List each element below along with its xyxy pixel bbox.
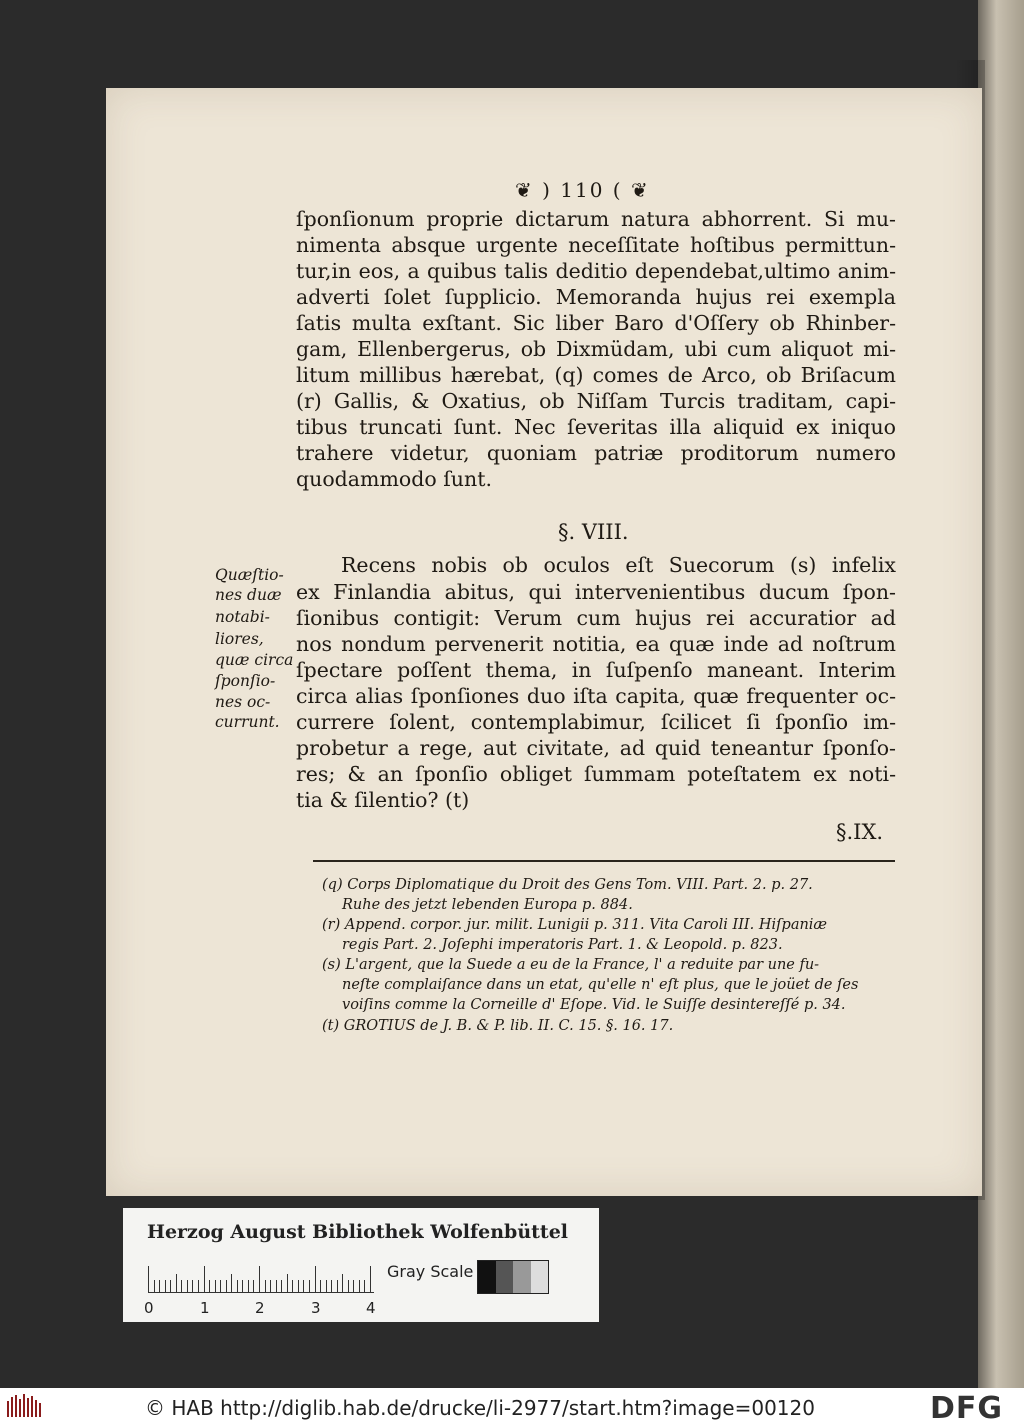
ruler-tick bbox=[248, 1280, 249, 1292]
ruler-tick bbox=[176, 1274, 177, 1292]
body-line: ſatis multa exſtant. Sic liber Baro d'Oſſery ob Rhinber- bbox=[296, 311, 896, 335]
page-header: ❦ ) 110 ( ❦ bbox=[515, 178, 650, 202]
footnote-line: Ruhe des jetzt lebenden Europa p. 884. bbox=[342, 897, 633, 913]
ruler-tick bbox=[181, 1280, 182, 1292]
footnote-line: (q) Corps Diplomatique du Droit des Gens Tom. VIII. Part. 2. p. 27. bbox=[322, 877, 813, 893]
ruler-tick bbox=[320, 1280, 321, 1292]
ruler-tick bbox=[309, 1280, 310, 1292]
hab-logo-icon bbox=[6, 1393, 42, 1421]
ruler-tick bbox=[215, 1280, 216, 1292]
body-line: (r) Gallis, & Oxatius, ob Niſſam Turcis traditam, capi- bbox=[296, 389, 896, 413]
ruler-tick bbox=[204, 1266, 205, 1292]
footnote-rule bbox=[313, 860, 895, 862]
body-line: ex Finlandia abitus, qui intervenientibus ducum ſpon- bbox=[296, 580, 896, 604]
body-line: ſionibus contigit: Verum cum hujus rei accuratior ad bbox=[296, 606, 896, 630]
ruler-tick bbox=[237, 1280, 238, 1292]
body-line: Recens nobis ob oculos eſt Suecorum (s) infelix bbox=[341, 553, 896, 577]
ruler-tick bbox=[287, 1274, 288, 1292]
body-line: probetur a rege, aut civitate, ad quid teneantur ſponſo- bbox=[296, 736, 896, 760]
body-line: res; & an ſponſio obliget ſummam poteſtatem ex noti- bbox=[296, 762, 896, 786]
ruler-tick bbox=[170, 1280, 171, 1292]
catchword: §.IX. bbox=[836, 820, 884, 844]
ruler-number: 2 bbox=[255, 1299, 265, 1317]
ruler-tick bbox=[364, 1280, 365, 1292]
footnote-line: (s) L'argent, que la Suede a eu de la France, l' a reduite par une fu- bbox=[322, 957, 820, 973]
margin-note-line: currunt. bbox=[215, 713, 280, 731]
body-line: ſponſionum proprie dictarum natura abhorrent. Si mu- bbox=[296, 207, 896, 231]
ruler-number: 0 bbox=[144, 1299, 154, 1317]
gray-scale-label: Gray Scale bbox=[387, 1262, 474, 1281]
ruler-tick bbox=[337, 1280, 338, 1292]
body-line: litum millibus hærebat, (q) comes de Arco, ob Briſacum bbox=[296, 363, 896, 387]
body-line: nos nondum pervenerit notitia, ea quæ inde ad noſtrum bbox=[296, 632, 896, 656]
ruler-tick bbox=[242, 1280, 243, 1292]
ruler-tick bbox=[315, 1266, 316, 1292]
ruler-tick bbox=[198, 1280, 199, 1292]
ruler-tick bbox=[159, 1280, 160, 1292]
gray-swatch bbox=[496, 1261, 514, 1293]
ruler-tick bbox=[298, 1280, 299, 1292]
body-line: tur,in eos, a quibus talis deditio dependebat,ultimo anim- bbox=[296, 259, 896, 283]
copyright-url[interactable]: © HAB http://diglib.hab.de/drucke/li-2977/start.htm?image=00120 bbox=[145, 1396, 815, 1420]
ruler-tick bbox=[253, 1280, 254, 1292]
ruler-tick bbox=[353, 1280, 354, 1292]
margin-note-line: liores, bbox=[215, 630, 264, 648]
margin-note-line: notabi- bbox=[215, 608, 270, 626]
footnote-line: neſte complaiſance dans un etat, qu'elle n' eſt plus, que le joüet de ſes bbox=[342, 977, 859, 993]
margin-note-line: nes oc- bbox=[215, 693, 271, 711]
ruler-number: 4 bbox=[366, 1299, 376, 1317]
ruler-number: 1 bbox=[200, 1299, 210, 1317]
body-line: tia & ſilentio? (t) bbox=[296, 788, 470, 812]
margin-note-line: nes duæ bbox=[215, 586, 282, 604]
ruler-tick bbox=[220, 1280, 221, 1292]
footnote-line: voiſins comme la Corneille d' Eſope. Vid. le Suiſſe desintereſſé p. 34. bbox=[342, 997, 846, 1013]
body-line: currere ſolent, contemplabimur, ſcilicet ſi ſponſio im- bbox=[296, 710, 896, 734]
ruler-number: 3 bbox=[311, 1299, 321, 1317]
ruler-tick bbox=[259, 1266, 260, 1292]
ruler-tick bbox=[359, 1280, 360, 1292]
ruler-tick bbox=[348, 1280, 349, 1292]
body-line: nimenta absque urgente neceſſitate hoſtibus permittun- bbox=[296, 233, 896, 257]
gray-swatch bbox=[531, 1261, 549, 1293]
margin-note-line: Quæſtio- bbox=[215, 566, 284, 584]
ruler-tick bbox=[270, 1280, 271, 1292]
body-line: ſpectare poſſent thema, in ſuſpenſo maneant. Interim bbox=[296, 658, 896, 682]
ruler-tick bbox=[326, 1280, 327, 1292]
margin-note-line: ſponſio- bbox=[215, 672, 276, 690]
body-line: quodammodo ſunt. bbox=[296, 467, 492, 491]
ruler-tick bbox=[331, 1280, 332, 1292]
footnote-line: (t) GROTIUS de J. B. & P. lib. II. C. 15. §. 16. 17. bbox=[322, 1018, 674, 1034]
ruler-tick bbox=[342, 1274, 343, 1292]
body-line: trahere videtur, quoniam patriæ proditorum numero bbox=[296, 441, 896, 465]
gray-scale-swatches bbox=[477, 1260, 549, 1294]
ruler bbox=[148, 1266, 374, 1293]
ruler-tick bbox=[226, 1280, 227, 1292]
ruler-tick bbox=[148, 1266, 149, 1292]
section-heading: §. VIII. bbox=[558, 520, 629, 544]
margin-note-line: quæ circa bbox=[215, 651, 294, 669]
body-line: adverti ſolet ſupplicio. Memoranda hujus rei exempla bbox=[296, 285, 896, 309]
ruler-tick bbox=[370, 1266, 371, 1292]
ruler-tick bbox=[231, 1274, 232, 1292]
dfg-logo: DFG bbox=[930, 1391, 1004, 1426]
ruler-tick bbox=[209, 1280, 210, 1292]
ruler-tick bbox=[192, 1280, 193, 1292]
ruler-tick bbox=[276, 1280, 277, 1292]
gray-swatch bbox=[478, 1261, 496, 1293]
ruler-tick bbox=[303, 1280, 304, 1292]
ruler-tick bbox=[265, 1280, 266, 1292]
ruler-tick bbox=[281, 1280, 282, 1292]
gray-swatch bbox=[513, 1261, 531, 1293]
ruler-tick bbox=[165, 1280, 166, 1292]
body-line: tibus truncati ſunt. Nec ſeveritas illa aliquid ex iniquo bbox=[296, 415, 896, 439]
ruler-tick bbox=[154, 1280, 155, 1292]
footnote-line: (r) Append. corpor. jur. milit. Lunigii p. 311. Vita Caroli III. Hiſpaniæ bbox=[322, 917, 828, 933]
ruler-tick bbox=[292, 1280, 293, 1292]
footnote-line: regis Part. 2. Joſephi imperatoris Part. 1. & Leopold. p. 823. bbox=[342, 937, 783, 953]
library-name: Herzog August Bibliothek Wolfenbüttel bbox=[147, 1221, 568, 1243]
body-line: gam, Ellenbergerus, ob Dixmüdam, ubi cum aliquot mi- bbox=[296, 337, 896, 361]
ruler-tick bbox=[187, 1280, 188, 1292]
body-line: circa alias ſponſiones duo iſta capita, quæ frequenter oc- bbox=[296, 684, 896, 708]
